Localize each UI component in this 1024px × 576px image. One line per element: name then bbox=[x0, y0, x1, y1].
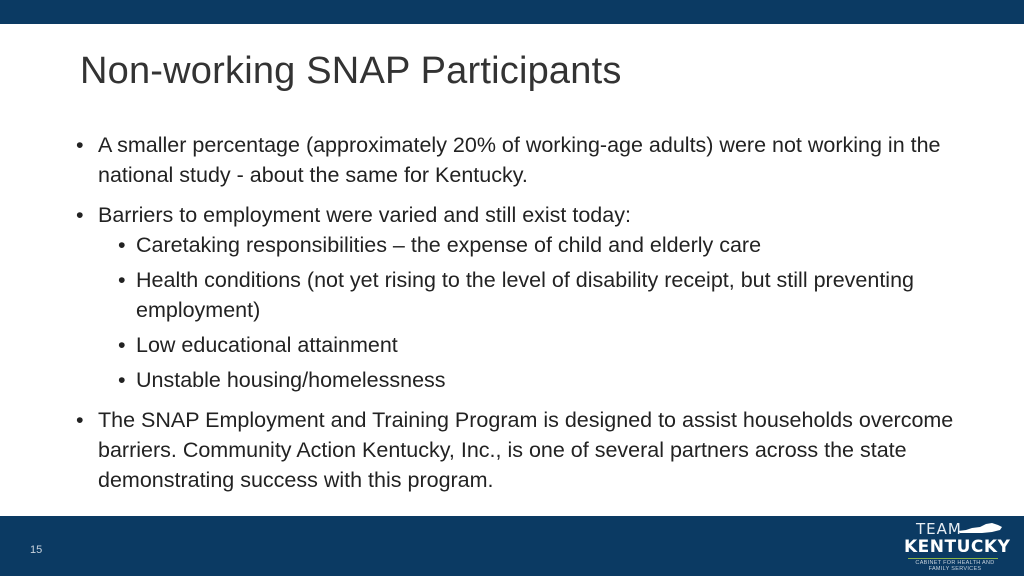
page-number: 15 bbox=[30, 544, 43, 556]
bullet-icon: • bbox=[76, 408, 84, 432]
bullet-icon: • bbox=[76, 133, 84, 157]
bullet-icon: • bbox=[118, 368, 126, 392]
logo-subtitle: CABINET FOR HEALTH AND FAMILY SERVICES bbox=[915, 560, 995, 572]
slide-content bbox=[76, 130, 976, 505]
team-kentucky-logo bbox=[904, 520, 1011, 574]
bullet-item bbox=[76, 130, 976, 190]
logo-state-text: KENTUCKY bbox=[904, 537, 1011, 557]
sub-bullet-text: Low educational attainment bbox=[136, 333, 398, 357]
footer-bar bbox=[0, 516, 1024, 576]
kentucky-state-icon bbox=[956, 521, 1004, 535]
sub-bullet-item bbox=[118, 230, 976, 260]
sub-bullet-text: Caretaking responsibilities – the expense of child and elderly care bbox=[136, 233, 762, 257]
slide-title: Non-working SNAP Participants bbox=[80, 50, 622, 92]
bullet-text: The SNAP Employment and Training Program is designed to assist households overcome barriers. Community Action Kentucky, Inc., is one of several partners across the state demonstrating success with this program. bbox=[98, 408, 954, 492]
sub-bullet-item bbox=[118, 365, 976, 395]
sub-bullet-item bbox=[118, 330, 976, 360]
bullet-item bbox=[76, 405, 976, 495]
sub-bullet-text: Unstable housing/homelessness bbox=[136, 368, 446, 392]
bullet-icon: • bbox=[118, 333, 126, 357]
top-bar bbox=[0, 0, 1024, 24]
logo-divider bbox=[908, 558, 998, 559]
bullet-icon: • bbox=[118, 233, 126, 257]
bullet-list bbox=[76, 130, 976, 495]
logo-team-text: TEAM bbox=[916, 520, 962, 538]
sub-bullet-text: Health conditions (not yet rising to the level of disability receipt, but still preventing employment) bbox=[136, 268, 914, 322]
bullet-item bbox=[76, 200, 976, 395]
bullet-icon: • bbox=[76, 203, 84, 227]
bullet-text: Barriers to employment were varied and still exist today: bbox=[98, 203, 631, 227]
sub-bullet-item bbox=[118, 265, 976, 325]
bullet-text: A smaller percentage (approximately 20% of working-age adults) were not working in the national study - about the same for Kentucky. bbox=[98, 133, 941, 187]
sub-bullet-list bbox=[98, 230, 976, 395]
bullet-icon: • bbox=[118, 268, 126, 292]
